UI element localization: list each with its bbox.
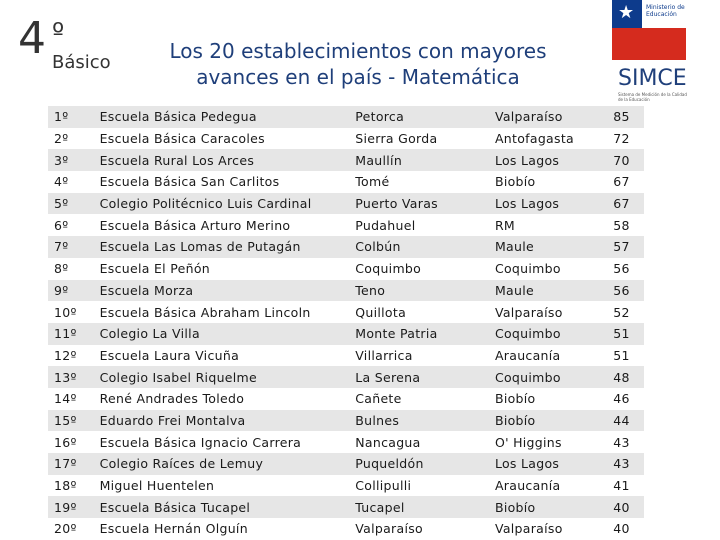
comuna-cell: Collipulli bbox=[355, 475, 495, 497]
comuna-cell: Bulnes bbox=[355, 410, 495, 432]
school-cell: Escuela Rural Los Arces bbox=[100, 149, 356, 171]
rank-cell: 13º bbox=[48, 366, 100, 388]
comuna-cell: Villarrica bbox=[355, 345, 495, 367]
results-table bbox=[48, 106, 644, 540]
comuna-cell: La Serena bbox=[355, 366, 495, 388]
region-cell: Biobío bbox=[495, 171, 613, 193]
score-cell: 44 bbox=[613, 410, 644, 432]
table-row bbox=[48, 388, 644, 410]
simce-logo bbox=[618, 66, 688, 100]
table-row bbox=[48, 149, 644, 171]
region-cell: Valparaíso bbox=[495, 518, 613, 540]
comuna-cell: Tomé bbox=[355, 171, 495, 193]
region-cell: Valparaíso bbox=[495, 106, 613, 128]
score-cell: 51 bbox=[613, 345, 644, 367]
region-cell: Coquimbo bbox=[495, 366, 613, 388]
ministry-logo bbox=[612, 0, 686, 60]
comuna-cell: Monte Patria bbox=[355, 323, 495, 345]
table-row bbox=[48, 171, 644, 193]
comuna-cell: Cañete bbox=[355, 388, 495, 410]
page-title bbox=[118, 38, 598, 90]
ministry-flag-block bbox=[612, 0, 642, 28]
school-cell: Escuela Hernán Olguín bbox=[100, 518, 356, 540]
table-row bbox=[48, 496, 644, 518]
rank-cell: 14º bbox=[48, 388, 100, 410]
score-cell: 70 bbox=[613, 149, 644, 171]
region-cell: RM bbox=[495, 214, 613, 236]
rank-cell: 15º bbox=[48, 410, 100, 432]
grade-number: 4 bbox=[18, 13, 46, 64]
region-cell: Biobío bbox=[495, 388, 613, 410]
comuna-cell: Petorca bbox=[355, 106, 495, 128]
region-cell: Antofagasta bbox=[495, 128, 613, 150]
simce-wordmark: SIMCE bbox=[618, 66, 687, 91]
star-icon: ★ bbox=[618, 2, 635, 23]
rank-cell: 5º bbox=[48, 193, 100, 215]
school-cell: Escuela Básica Arturo Merino bbox=[100, 214, 356, 236]
school-cell: Escuela Laura Vicuña bbox=[100, 345, 356, 367]
comuna-cell: Coquimbo bbox=[355, 258, 495, 280]
table-row bbox=[48, 475, 644, 497]
rank-cell: 17º bbox=[48, 453, 100, 475]
table-row bbox=[48, 128, 644, 150]
rank-cell: 20º bbox=[48, 518, 100, 540]
rank-cell: 4º bbox=[48, 171, 100, 193]
school-cell: Escuela Básica San Carlitos bbox=[100, 171, 356, 193]
rank-cell: 3º bbox=[48, 149, 100, 171]
school-cell: Escuela Básica Ignacio Carrera bbox=[100, 431, 356, 453]
score-cell: 40 bbox=[613, 496, 644, 518]
table-row bbox=[48, 345, 644, 367]
table-row bbox=[48, 431, 644, 453]
table-row bbox=[48, 193, 644, 215]
score-cell: 43 bbox=[613, 453, 644, 475]
school-cell: Colegio Politécnico Luis Cardinal bbox=[100, 193, 356, 215]
school-cell: Miguel Huentelen bbox=[100, 475, 356, 497]
rank-cell: 6º bbox=[48, 214, 100, 236]
region-cell: O' Higgins bbox=[495, 431, 613, 453]
region-cell: Los Lagos bbox=[495, 193, 613, 215]
school-cell: Colegio Raíces de Lemuy bbox=[100, 453, 356, 475]
rank-cell: 10º bbox=[48, 301, 100, 323]
grade-indicator bbox=[18, 13, 118, 73]
comuna-cell: Teno bbox=[355, 280, 495, 302]
title-line-1: Los 20 establecimientos con mayores bbox=[169, 39, 547, 63]
score-cell: 52 bbox=[613, 301, 644, 323]
ministry-name: Ministerio de Educación bbox=[646, 4, 685, 18]
score-cell: 46 bbox=[613, 388, 644, 410]
comuna-cell: Quillota bbox=[355, 301, 495, 323]
school-cell: René Andrades Toledo bbox=[100, 388, 356, 410]
comuna-cell: Puerto Varas bbox=[355, 193, 495, 215]
comuna-cell: Puqueldón bbox=[355, 453, 495, 475]
region-cell: Los Lagos bbox=[495, 149, 613, 171]
rank-cell: 19º bbox=[48, 496, 100, 518]
region-cell: Biobío bbox=[495, 496, 613, 518]
comuna-cell: Nancagua bbox=[355, 431, 495, 453]
grade-degree: º bbox=[52, 18, 65, 48]
school-cell: Escuela Morza bbox=[100, 280, 356, 302]
comuna-cell: Valparaíso bbox=[355, 518, 495, 540]
region-cell: Los Lagos bbox=[495, 453, 613, 475]
comuna-cell: Pudahuel bbox=[355, 214, 495, 236]
rank-cell: 9º bbox=[48, 280, 100, 302]
results-table-body bbox=[48, 106, 644, 540]
table-row bbox=[48, 323, 644, 345]
table-row bbox=[48, 106, 644, 128]
region-cell: Valparaíso bbox=[495, 301, 613, 323]
region-cell: Coquimbo bbox=[495, 258, 613, 280]
table-row bbox=[48, 518, 644, 540]
region-cell: Coquimbo bbox=[495, 323, 613, 345]
region-cell: Maule bbox=[495, 280, 613, 302]
region-cell: Araucanía bbox=[495, 475, 613, 497]
rank-cell: 11º bbox=[48, 323, 100, 345]
score-cell: 51 bbox=[613, 323, 644, 345]
school-cell: Colegio La Villa bbox=[100, 323, 356, 345]
score-cell: 41 bbox=[613, 475, 644, 497]
rank-cell: 12º bbox=[48, 345, 100, 367]
region-cell: Biobío bbox=[495, 410, 613, 432]
score-cell: 56 bbox=[613, 280, 644, 302]
region-cell: Maule bbox=[495, 236, 613, 258]
table-row bbox=[48, 366, 644, 388]
comuna-cell: Sierra Gorda bbox=[355, 128, 495, 150]
school-cell: Escuela Básica Caracoles bbox=[100, 128, 356, 150]
table-row bbox=[48, 410, 644, 432]
score-cell: 85 bbox=[613, 106, 644, 128]
rank-cell: 8º bbox=[48, 258, 100, 280]
school-cell: Escuela Básica Pedegua bbox=[100, 106, 356, 128]
school-cell: Escuela Básica Tucapel bbox=[100, 496, 356, 518]
simce-subtitle: Sistema de Medición de la Calidad de la Educación bbox=[618, 92, 687, 102]
score-cell: 67 bbox=[613, 193, 644, 215]
comuna-cell: Colbún bbox=[355, 236, 495, 258]
title-line-2: avances en el país - Matemática bbox=[196, 65, 520, 89]
rank-cell: 1º bbox=[48, 106, 100, 128]
rank-cell: 7º bbox=[48, 236, 100, 258]
table-row bbox=[48, 214, 644, 236]
table-row bbox=[48, 258, 644, 280]
school-cell: Escuela Básica Abraham Lincoln bbox=[100, 301, 356, 323]
score-cell: 56 bbox=[613, 258, 644, 280]
table-row bbox=[48, 236, 644, 258]
score-cell: 43 bbox=[613, 431, 644, 453]
score-cell: 48 bbox=[613, 366, 644, 388]
rank-cell: 18º bbox=[48, 475, 100, 497]
table-row bbox=[48, 301, 644, 323]
rank-cell: 16º bbox=[48, 431, 100, 453]
school-cell: Escuela El Peñón bbox=[100, 258, 356, 280]
score-cell: 57 bbox=[613, 236, 644, 258]
region-cell: Araucanía bbox=[495, 345, 613, 367]
score-cell: 72 bbox=[613, 128, 644, 150]
comuna-cell: Maullín bbox=[355, 149, 495, 171]
school-cell: Eduardo Frei Montalva bbox=[100, 410, 356, 432]
rank-cell: 2º bbox=[48, 128, 100, 150]
score-cell: 40 bbox=[613, 518, 644, 540]
school-cell: Colegio Isabel Riquelme bbox=[100, 366, 356, 388]
table-row bbox=[48, 280, 644, 302]
score-cell: 67 bbox=[613, 171, 644, 193]
school-cell: Escuela Las Lomas de Putagán bbox=[100, 236, 356, 258]
comuna-cell: Tucapel bbox=[355, 496, 495, 518]
grade-label: Básico bbox=[52, 52, 111, 73]
table-row bbox=[48, 453, 644, 475]
ministry-red-block bbox=[612, 28, 686, 60]
score-cell: 58 bbox=[613, 214, 644, 236]
